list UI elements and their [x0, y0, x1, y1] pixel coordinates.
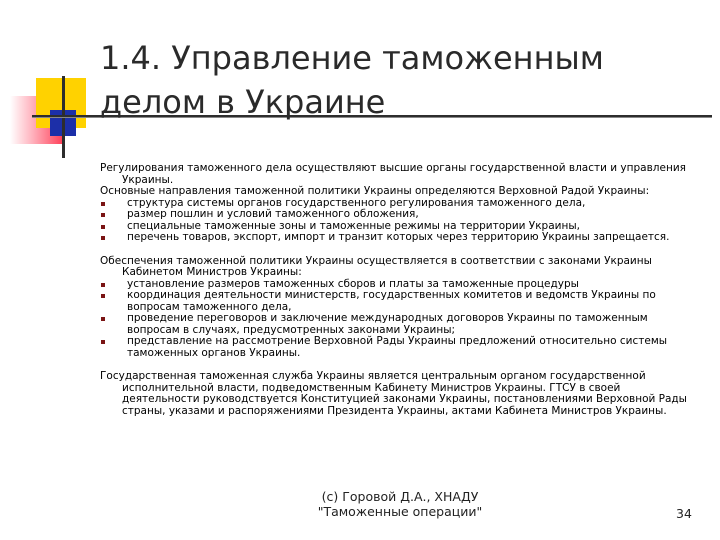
slide-body	[100, 163, 700, 417]
list-item: структура системы органов государственного регулирования таможенного дела,	[100, 198, 700, 210]
bullet-icon	[101, 283, 105, 287]
slide-title: 1.4. Управление таможенным делом в Украине	[100, 39, 604, 121]
list-item: представление на рассмотрение Верховной Рады Украины предложений относительно системы таможенных органов Украины.	[100, 336, 700, 359]
footer-course: "Таможенные операции"	[317, 504, 483, 519]
intro-paragraph-2: Основные направления таможенной политики Украины определяются Верховной Радой Украины:	[100, 185, 650, 197]
bullet-icon	[101, 340, 105, 344]
list-item: специальные таможенные зоны и таможенные режимы на территории Украины,	[100, 221, 700, 233]
footer-credit	[300, 489, 500, 519]
policy-directions-list	[100, 198, 700, 244]
cabinet-paragraph: Обеспечения таможенной политики Украины осуществляется в соответствии с законами Украины Кабинетом Министров Украины:	[100, 254, 652, 278]
bullet-icon	[101, 236, 105, 240]
list-item: перечень товаров, экспорт, импорт и транзит которых через территорию Украины запрещается.	[100, 232, 700, 244]
bullet-icon	[101, 225, 105, 229]
cabinet-duties-list	[100, 279, 700, 360]
bullet-icon	[101, 317, 105, 321]
list-item: установление размеров таможенных сборов и платы за таможенные процедуры	[100, 279, 700, 291]
bullet-icon	[101, 202, 105, 206]
customs-service-paragraph: Государственная таможенная служба Украины является центральным органом государственной исполнительной власти, подведомственным Кабинету Министров Украины. ГТСУ в своей деятельности руководствуется Конституцией законами Украины, постановлениями Верховной Рады страны, указами и распоряжениями Президента Украины, актами Кабинета Министров Украины.	[100, 370, 687, 417]
list-item: проведение переговоров и заключение международных договоров Украины по таможенным вопросам в случаях, предусмотренных законами Украины;	[100, 313, 700, 336]
list-item: размер пошлин и условий таможенного обложения,	[100, 209, 700, 221]
bullet-icon	[101, 294, 105, 298]
page-number: 34	[676, 506, 692, 521]
intro-paragraph-1: Регулирования таможенного дела осуществляют высшие органы государственной власти и управления Украины.	[100, 162, 686, 186]
list-item: координация деятельности министерств, государственных комитетов и ведомств Украины по вопросам таможенного дела,	[100, 290, 700, 313]
bullet-icon	[101, 213, 105, 217]
footer-author: (c) Горовой Д.А., ХНАДУ	[321, 489, 479, 504]
